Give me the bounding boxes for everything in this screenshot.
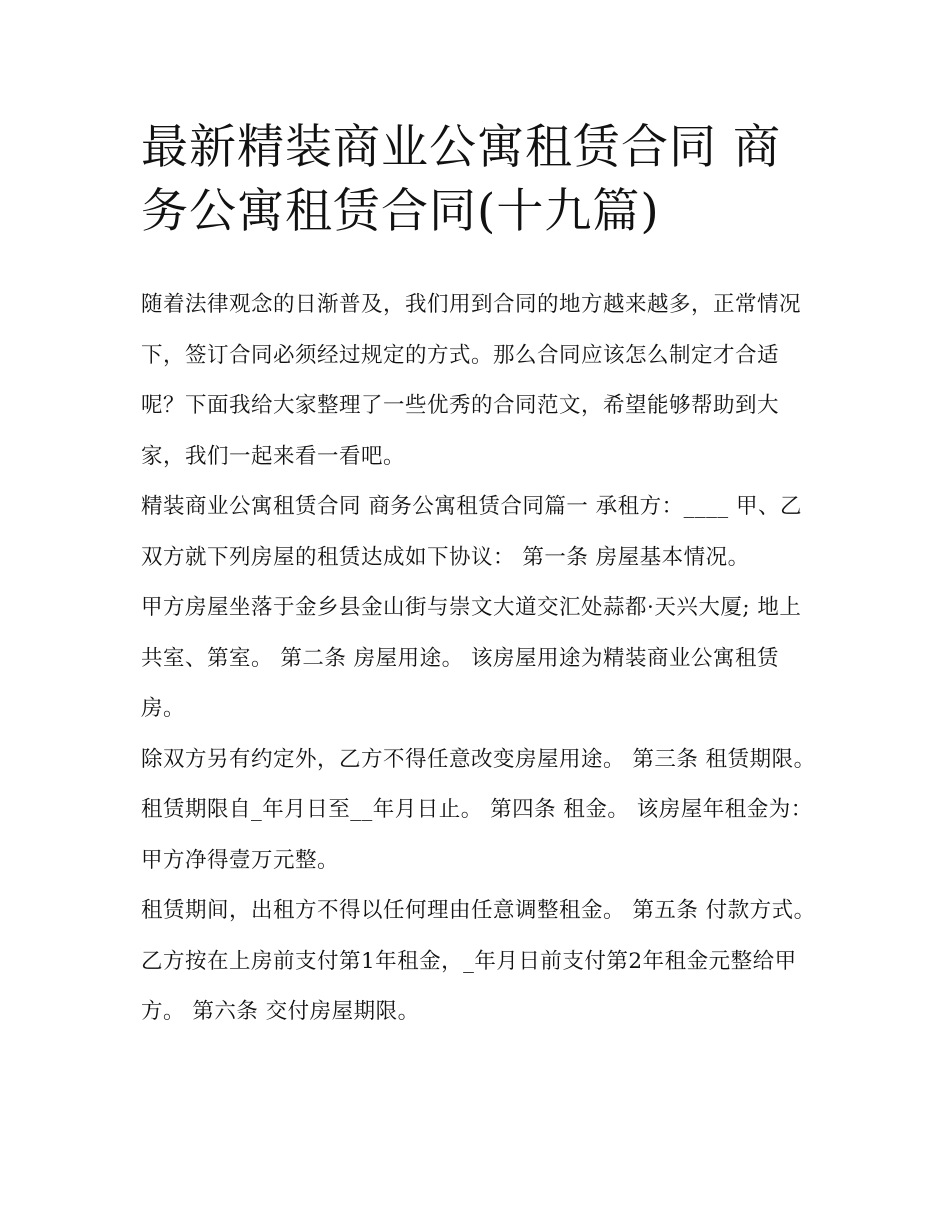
- paragraph-article-3-4: 除双方另有约定外，乙方不得任意改变房屋用途。 第三条 租赁期限。 租赁期限自_年月日至__年月日止。 第四条 租金。 该房屋年租金为：甲方净得壹万元整。: [141, 746, 816, 873]
- paragraph-article-1: 精装商业公寓租赁合同 商务公寓租赁合同篇一 承租方：____ 甲、乙双方就下列房屋的租赁达成如下协议： 第一条 房屋基本情况。: [141, 494, 803, 570]
- document-body: [141, 280, 821, 1038]
- paragraph-article-5-6: 租赁期间，出租方不得以任何理由任意调整租金。 第五条 付款方式。 乙方按在上房前支付第1年租金，_年月日前支付第2年租金元整给甲方。 第六条 交付房屋期限。: [141, 898, 816, 1024]
- paragraph-intro: 随着法律观念的日渐普及，我们用到合同的地方越来越多，正常情况下，签订合同必须经过规定的方式。那么合同应该怎么制定才合适呢？下面我给大家整理了一些优秀的合同范文，希望能够帮助到大家，我们一起来看一看吧。: [141, 292, 802, 469]
- document-title: 最新精装商业公寓租赁合同 商务公寓租赁合同(十九篇): [141, 120, 781, 239]
- paragraph-article-2: 甲方房屋坐落于金乡县金山街与崇文大道交汇处蒜都·天兴大厦; 地上共室、第室。 第二条 房屋用途。 该房屋用途为精装商业公寓租赁房。: [141, 595, 802, 721]
